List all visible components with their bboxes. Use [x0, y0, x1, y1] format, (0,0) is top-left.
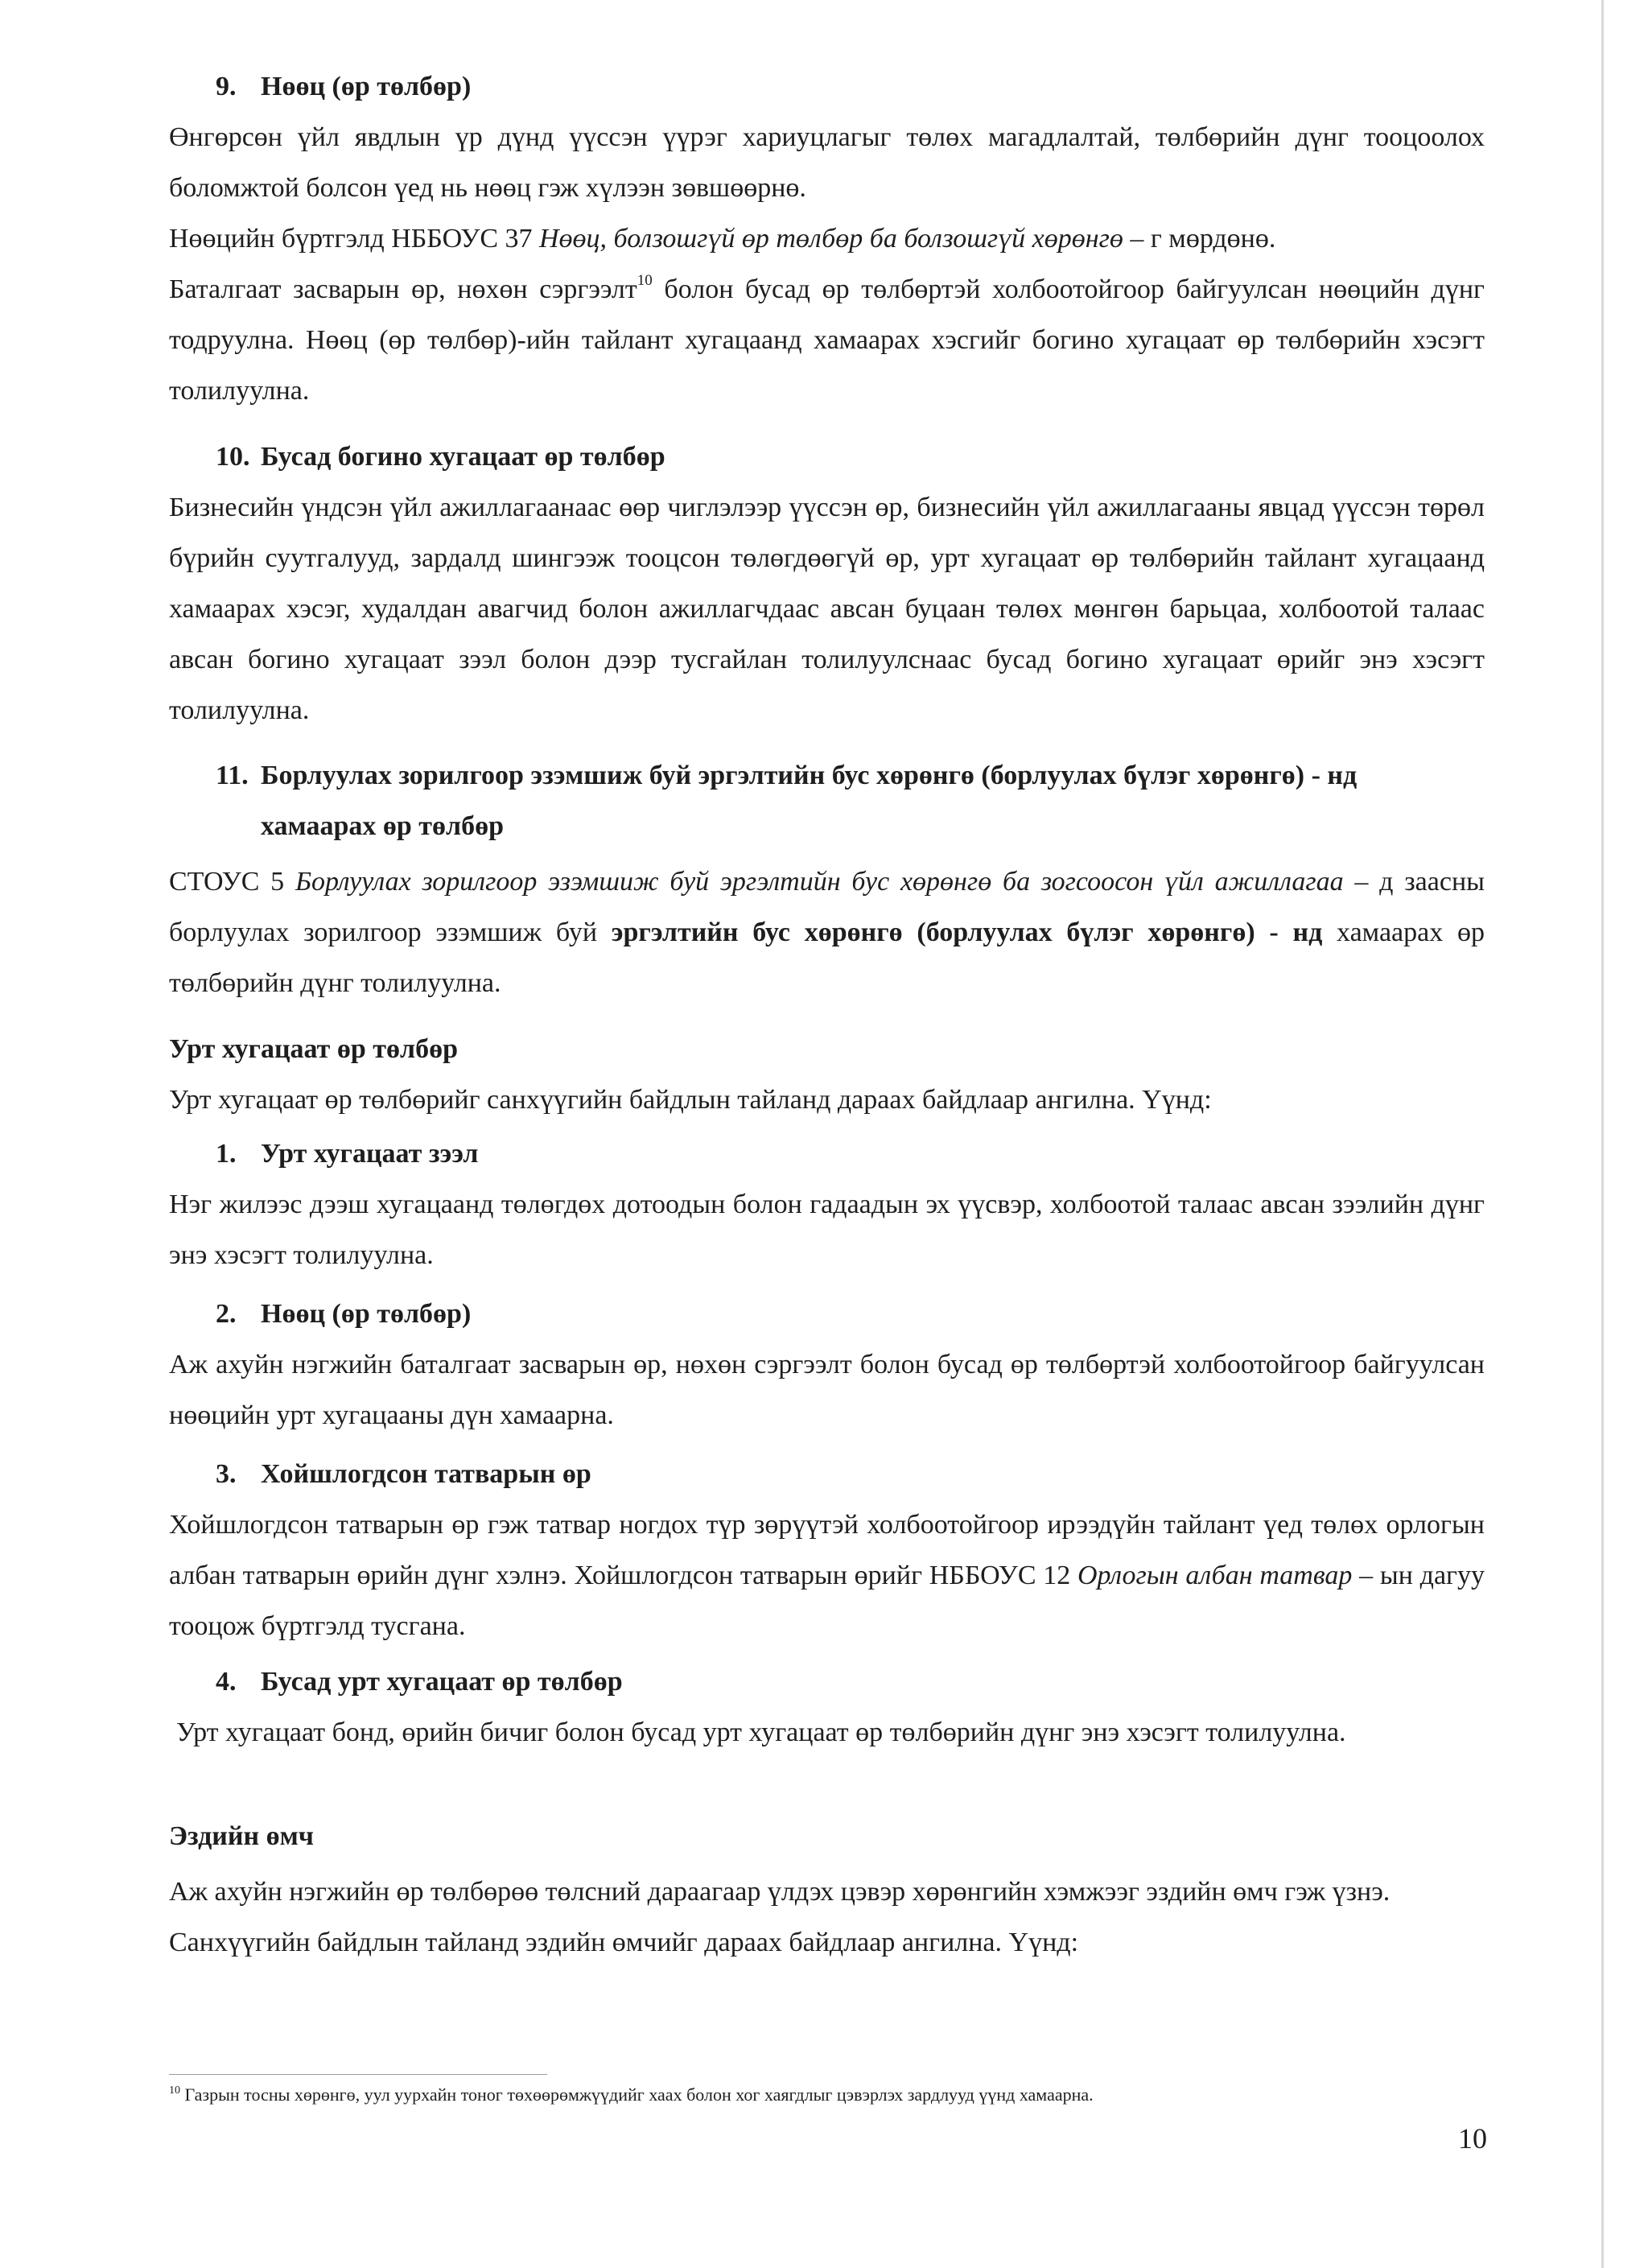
section-number: 11. — [216, 761, 249, 790]
italic-text: Нөөц, болзошгүй өр төлбөр ба болзошгүй хөрөнгө — [539, 224, 1123, 254]
section-title: Эздийн өмч — [169, 1821, 314, 1851]
text-run: – д заасны борлуулах зорилгоор эзэмшиж буй — [169, 867, 1485, 947]
paragraph: Бизнесийн үндсэн үйл ажиллагаанаас өөр чиглэлээр үүссэн өр, бизнесийн үйл ажиллагааны явцад үүссэн төрөл бүрийн суутгалууд, зардалд шингээж тооцсон төлөгдөөгүй өр, урт хугацаат өр төлбөрийн тайлант хугацаанд хамаарах хэсэг, худалдан авагчид болон ажиллагчдаас авсан буцаан төлөх мөнгөн барьцаа, холбоотой талаас авсан богино хугацаат зээл болон дээр тусгайлан толилуулснаас бусад богино хугацаат өрийг энэ хэсэгт толилуулна. — [169, 493, 1485, 725]
section-title-line: Борлуулах зорилгоор эзэмшиж буй эргэлтийн бус хөрөнгө (борлуулах бүлэг хөрөнгө) - нд — [261, 761, 1358, 790]
bold-text: эргэлтийн бус хөрөнгө (борлуулах бүлэг хөрөнгө) - нд — [611, 918, 1323, 947]
section-long-term-liabilities — [169, 1024, 1485, 1758]
subsection-heading — [169, 1656, 1485, 1707]
section-heading — [169, 61, 1485, 112]
paragraph: Өнгөрсөн үйл явдлын үр дүнд үүссэн үүрэг хариуцлагыг төлөх магадлалтай, төлбөрийн дүнг тооцоолох боломжтой болсон үед нь нөөц гэж хүлээн зөвшөөрнө. — [169, 122, 1485, 203]
scan-edge-line — [1601, 0, 1604, 2268]
subsection-number: 1. — [216, 1139, 237, 1169]
paragraph: Нэг жилээс дээш хугацаанд төлөгдөх дотоодын болон гадаадын эх үүсвэр, холбоотой талаас авсан зээлийн дүнг энэ хэсэгт толилуулна. — [169, 1190, 1485, 1270]
text-run: болон бусад өр төлбөртэй холбоотойгоор байгуулсан нөөцийн дүнг тодруулна. Нөөц (өр төлбөр)-ийн тайлант хугацаанд хамаарах хэсгийг богино хугацаат өр төлбөрийн хэсэгт толилуулна. — [169, 274, 1485, 406]
text-run: СТОУС 5 — [169, 867, 295, 897]
paragraph: Урт хугацаат бонд, өрийн бичиг болон бусад урт хугацаат өр төлбөрийн дүнг энэ хэсэгт толилуулна. — [176, 1717, 1346, 1747]
footnote-marker: 10 — [169, 2084, 180, 2097]
section-title-line: хамаарах өр төлбөр — [261, 811, 504, 841]
section-number: 10. — [216, 442, 250, 472]
section-title: Нөөц (өр төлбөр) — [261, 72, 472, 101]
subsection-number: 4. — [216, 1667, 237, 1697]
section-title: Урт хугацаат өр төлбөр — [169, 1034, 458, 1064]
subsection-heading — [169, 1128, 1485, 1179]
text-run: Баталгаат засварын өр, нөхөн сэргээлт — [169, 274, 637, 304]
subsection-number: 2. — [216, 1299, 237, 1329]
section-10 — [169, 431, 1485, 736]
subsection-number: 3. — [216, 1459, 237, 1489]
section-11 — [169, 750, 1485, 1008]
footnote-text: Газрын тосны хөрөнгө, уул уурхайн тоног төхөөрөмжүүдийг хаах болон хог хаягдлыг цэвэрлэх зардлууд үүнд хамаарна. — [184, 2084, 1094, 2105]
subsection-title: Нөөц (өр төлбөр) — [261, 1299, 472, 1329]
paragraph — [169, 1499, 1485, 1652]
text-run: Нөөцийн бүртгэлд НББОУС 37 — [169, 224, 539, 254]
section-number: 9. — [216, 72, 237, 101]
subsection-title: Хойшлогдсон татварын өр — [261, 1459, 591, 1489]
footnote-separator — [169, 2074, 547, 2075]
paragraph — [169, 213, 1485, 264]
subsection-heading — [169, 1449, 1485, 1499]
footnote-reference[interactable]: 10 — [637, 272, 653, 289]
subsection-title: Урт хугацаат зээл — [261, 1139, 479, 1169]
section-equity — [169, 1811, 1485, 1968]
subsection-heading — [169, 1289, 1485, 1339]
text-run: – г мөрдөнө. — [1123, 224, 1276, 254]
section-heading — [169, 750, 1485, 852]
italic-text: Орлогын албан татвар — [1077, 1561, 1353, 1590]
section-title: Бусад богино хугацаат өр төлбөр — [261, 442, 665, 472]
text-run: Хойшлогдсон татварын өр гэж татвар ногдох түр зөрүүтэй холбоотойгоор ирээдүйн тайлант үед төлөх орлогын албан татварын өрийн дүнг хэлнэ. Хойшлогдсон татварын өрийг НББОУС 12 — [169, 1510, 1485, 1590]
section-9 — [169, 61, 1485, 416]
text-run: хамаарах өр төлбөрийн дүнг толилуулна. — [169, 918, 1485, 998]
italic-text: Борлуулах зорилгоор эзэмшиж буй эргэлтийн бус хөрөнгө ба зогсоосон үйл ажиллагаа — [295, 867, 1344, 897]
footnote — [169, 2083, 1094, 2107]
subsection-title: Бусад урт хугацаат өр төлбөр — [261, 1667, 623, 1697]
paragraph: Аж ахуйн нэгжийн өр төлбөрөө төлсний дараагаар үлдэх цэвэр хөрөнгийн хэмжээг эздийн өмч гэж үзнэ. — [169, 1877, 1390, 1907]
paragraph: Урт хугацаат өр төлбөрийг санхүүгийн байдлын тайланд дараах байдлаар ангилна. Үүнд: — [169, 1085, 1212, 1115]
paragraph: Санхүүгийн байдлын тайланд эздийн өмчийг дараах байдлаар ангилна. Үүнд: — [169, 1928, 1079, 1957]
text-run: – ын дагуу тооцож бүртгэлд тусгана. — [169, 1561, 1485, 1641]
paragraph — [169, 264, 1485, 416]
paragraph — [169, 856, 1485, 1008]
paragraph: Аж ахуйн нэгжийн баталгаат засварын өр, нөхөн сэргээлт болон бусад өр төлбөртэй холбоотойгоор байгуулсан нөөцийн урт хугацааны дүн хамаарна. — [169, 1350, 1485, 1430]
page-number: 10 — [1458, 2122, 1487, 2155]
section-heading — [169, 431, 1485, 482]
